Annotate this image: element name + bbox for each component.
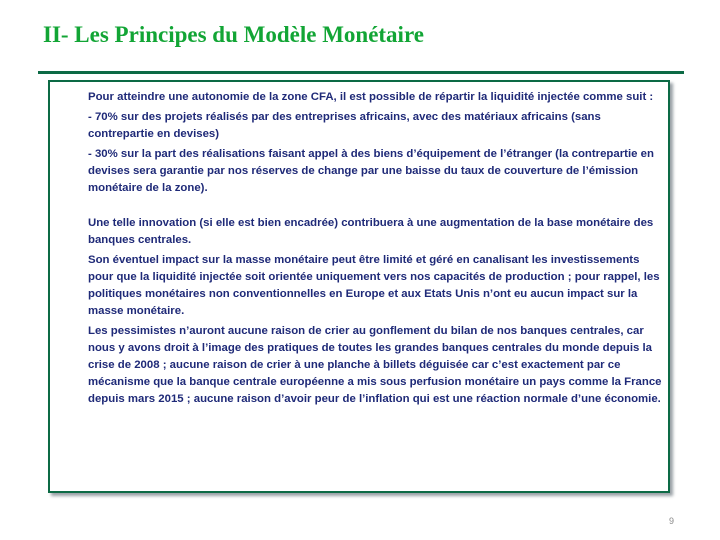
intro-paragraph: Pour atteindre une autonomie de la zone CFA, il est possible de répartir la liquidité injectée comme suit : (88, 91, 654, 103)
bullet-30-percent: - 30% sur la part des réalisations faisant appel à des biens d’équipement de l’étranger (la contrepartie en devises sera garantie par nos réserves de change par une baisse du taux de couverture de l’émission monétaire de la zone). (88, 148, 654, 194)
bullet-70-percent: - 70% sur des projets réalisés par des entreprises africains, avec des matériaux africains (sans contrepartie en devises) (88, 111, 601, 140)
impact-paragraph: Son éventuel impact sur la masse monétaire peut être limité et géré en canalisant les investissements pour que la liquidité injectée soit orientée uniquement vers nos capacités de production ; pour rappel, les politiques monétaires non conventionnelles en Europe et aux Etats Unis n’ont eu aucun impact sur la masse monétaire. (88, 254, 660, 317)
slide-title: II- Les Principes du Modèle Monétaire (43, 22, 424, 47)
page-number: 9 (669, 516, 675, 526)
title-divider (38, 71, 684, 74)
content-text (88, 89, 666, 411)
innovation-paragraph: Une telle innovation (si elle est bien encadrée) contribuera à une augmentation de la base monétaire des banques centrales. (88, 217, 654, 246)
content-box (48, 80, 670, 493)
pessimists-paragraph: Les pessimistes n’auront aucune raison de crier au gonflement du bilan de nos banques centrales, car nous y avons droit à l’image des pratiques de toutes les grandes banques centrales du monde depuis la crise de 2008 ; aucune raison de crier à une planche à billets déguisée car c’est exactement par ce mécanisme que la banque centrale européenne a mis sous perfusion monétaire un pays comme la France depuis mars 2015 ; aucune raison d’avoir peur de l’inflation qui est une réaction normale d’une économie. (88, 325, 662, 405)
